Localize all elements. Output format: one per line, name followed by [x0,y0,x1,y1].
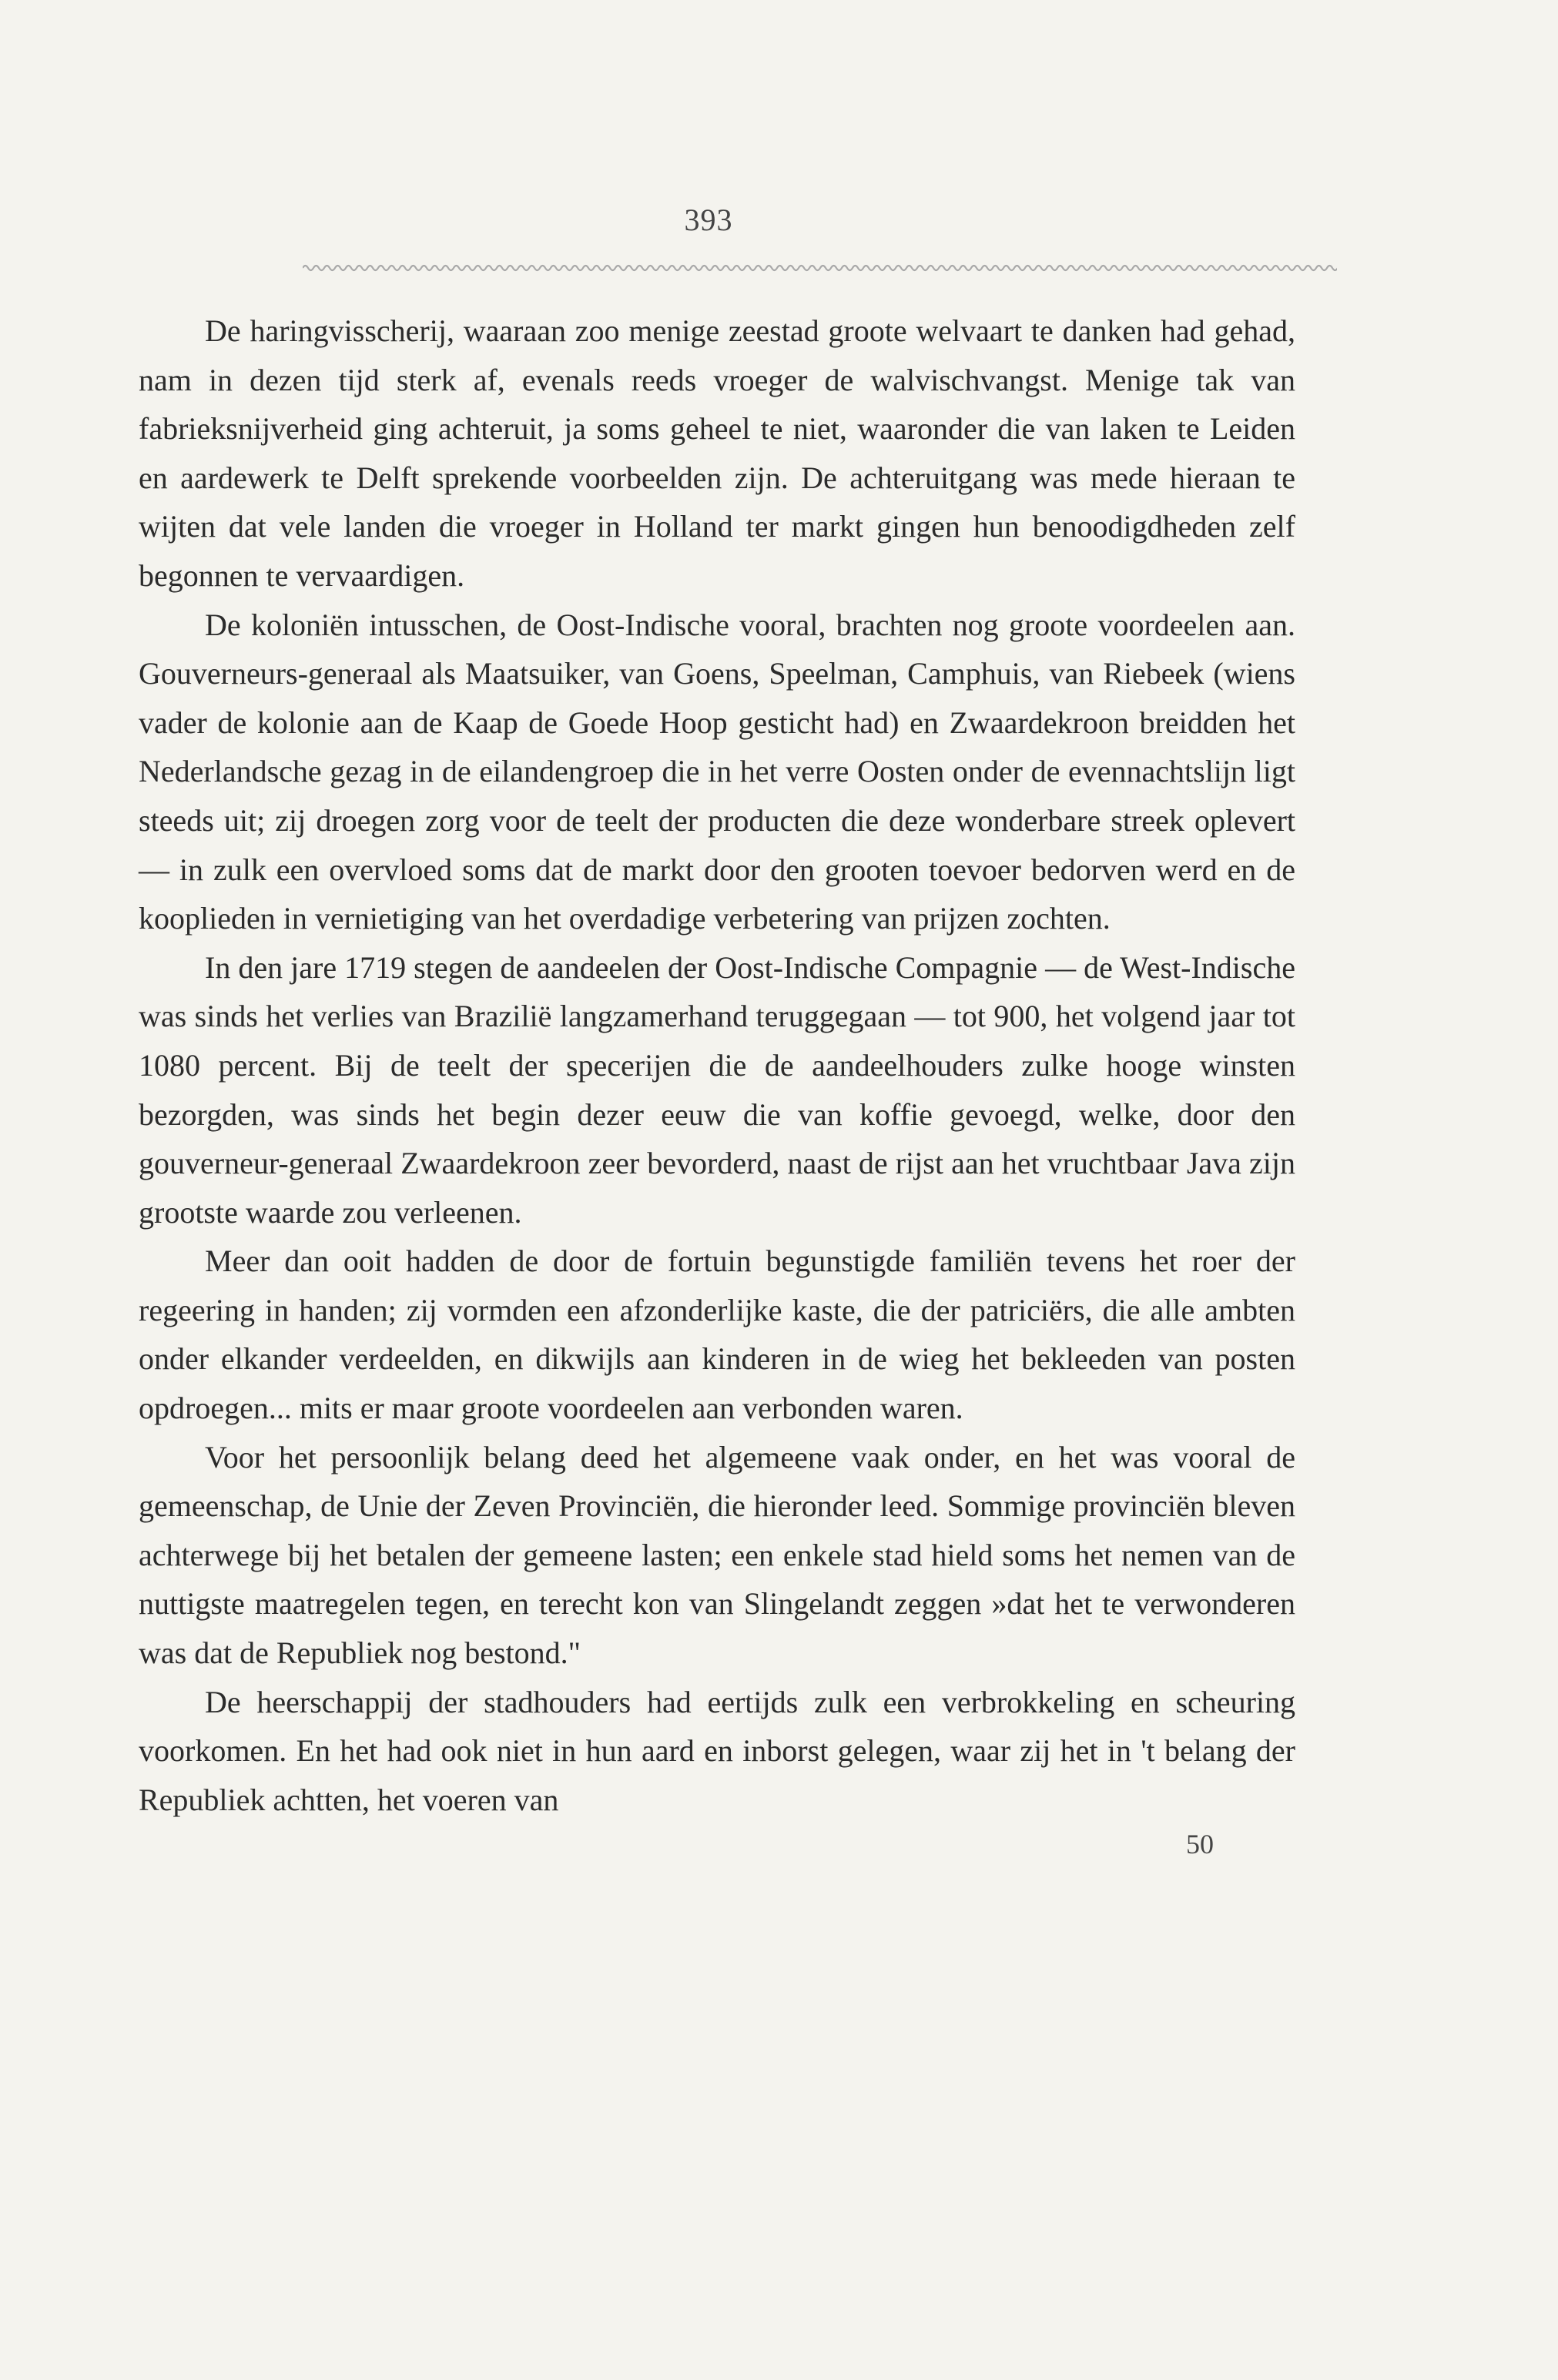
paragraph-persoonlijk-belang: Voor het persoonlijk belang deed het algemeene vaak onder, en het was vooral de gemeenschap, de Unie der Zeven Provinciën, die hieronder leed. Sommige provinciën bleven achterwege bij het betalen der gemeene lasten; een enkele stad hield soms het nemen van de nuttigste maatregelen tegen, en terecht kon van Slingelandt zeggen »dat het te verwonderen was dat de Republiek nog bestond." [139,1439,1295,1671]
signature-mark: 50 [1186,1829,1214,1859]
paragraph-kolonien: De koloniën intusschen, de Oost-Indische vooral, brachten nog groote voordeelen aan. Gouverneurs-generaal als Maatsuiker, van Goens, Speelman, Camphuis, van Riebeek (wiens vader de kolonie aan de Kaap de Goede Hoop gesticht had) en Zwaardekroon breidden het Nederlandsche gezag in de eilandengroep die in het verre Oosten onder de evennachtslijn ligt steeds uit; zij droegen zorg voor de teelt der producten die deze wonderbare streek oplevert — in zulk een overvloed soms dat de markt door den grooten toevoer bedorven werd en de kooplieden in vernietiging van het overdadige verbetering van prijzen zochten. [139,607,1295,936]
text-body [139,306,1295,1824]
decorative-wavy-rule [303,262,1337,274]
paragraph-aandeelen: In den jare 1719 stegen de aandeelen der Oost-Indische Compagnie — de West-Indische was sinds het verlies van Brazilië langzamerhand teruggegaan — tot 900, het volgend jaar tot 1080 percent. Bij de teelt der specerijen die de aandeelhouders zulke hooge winsten bezorgden, was sinds het begin dezer eeuw die van koffie gevoegd, welke, door den gouverneur-generaal Zwaardekroon zeer bevorderd, naast de rijst aan het vruchtbaar Java zijn grootste waarde zou verleenen. [139,949,1295,1230]
paragraph-haringvisscherij: De haringvisscherij, waaraan zoo menige zeestad groote welvaart te danken had gehad, nam in dezen tijd sterk af, evenals reeds vroeger de walvischvangst. Menige tak van fabrieksnijverheid ging achteruit, ja soms geheel te niet, waaronder die van laken te Leiden en aardewerk te Delft sprekende voorbeelden zijn. De achteruitgang was mede hieraan te wijten dat vele landen die vroeger in Holland ter markt gingen hun benoodigdheden zelf begonnen te vervaardigen. [139,313,1295,593]
paragraph-patriciers: Meer dan ooit hadden de door de fortuin begunstigde familiën tevens het roer der regeering in handen; zij vormden een afzonderlijke kaste, die der patriciërs, die alle ambten onder elkander verdeelden, en dikwijls aan kinderen in de wieg het bekleeden van posten opdroegen... mits er maar groote voordeelen aan verbonden waren. [139,1244,1295,1426]
page-number: 393 [684,203,733,237]
paragraph-stadhouders: De heerschappij der stadhouders had eertijds zulk een verbrokkeling en scheuring voorkomen. En het had ook niet in hun aard en inborst gelegen, waar zij het in 't belang der Republiek achtten, het voeren van [139,1684,1295,1817]
